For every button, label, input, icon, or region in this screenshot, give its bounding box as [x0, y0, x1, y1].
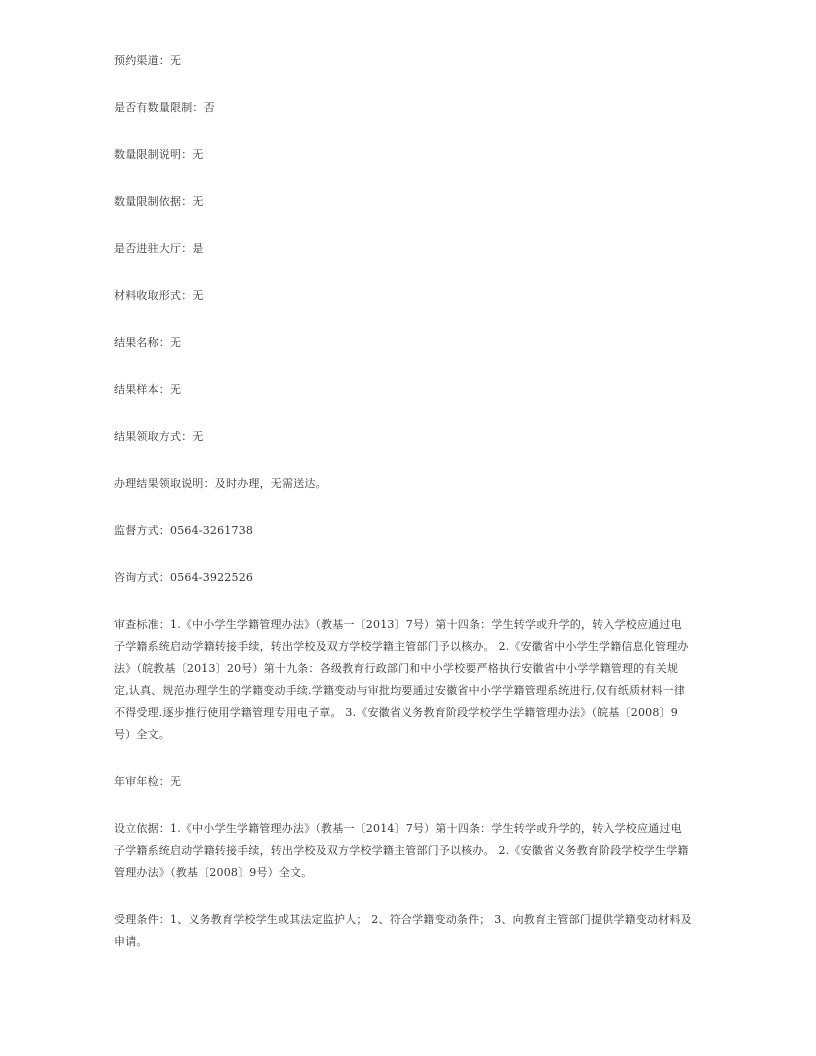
booking-channel-field: 预约渠道：无 — [114, 54, 182, 67]
result-sample-field: 结果样本：无 — [114, 383, 182, 396]
quantity-limit-description-field: 数量限制说明：无 — [114, 148, 204, 161]
result-name-field: 结果名称：无 — [114, 336, 182, 349]
acceptance-conditions-field: 受理条件：1、义务教育学校学生或其法定监护人； 2、符合学籍变动条件； 3、向教育主管部门提供学籍变动材料及申请。 — [114, 913, 692, 948]
review-standard-field: 审查标准：1.《中小学生学籍管理办法》（教基一〔2013〕7号）第十四条：学生转学或升学的，转入学校应通过电子学籍系统启动学籍转接手续，转出学校及双方学校学籍主管部门予以核办。 2.《安徽省中小学生学籍信息化管理办法》（皖教基〔2013〕20号）第十九条：各级教育行政部门和中小学校要严格执行安徽省中小学学籍管理的有关规定,认真、规范办理学生的学籍变动手续.学籍变动与审批均要通过安徽省中小学学籍管理系统进行,仅有纸质材料一律不得受理.逐步推行使用学籍管理专用电子章。 3.《安徽省义务教育阶段学校学生学籍管理办法》（皖基〔2008〕9号）全文。 — [114, 618, 689, 741]
quantity-limit-basis-field: 数量限制依据：无 — [114, 195, 204, 208]
legal-basis-field: 设立依据：1.《中小学生学籍管理办法》（教基一〔2014〕7号）第十四条：学生转学或升学的，转入学校应通过电子学籍系统启动学籍转接手续，转出学校及双方学校学籍主管部门予以核办。 2.《安徽省义务教育阶段学校学生学籍管理办法》（教基〔2008〕9号）全文。 — [114, 822, 689, 879]
service-hall-field: 是否进驻大厅：是 — [114, 242, 204, 255]
supervision-contact-field: 监督方式：0564-3261738 — [114, 524, 254, 537]
document-body — [114, 50, 692, 978]
annual-review-field: 年审年检：无 — [114, 775, 182, 788]
result-pickup-note-field: 办理结果领取说明：及时办理，无需送达。 — [114, 477, 327, 490]
result-pickup-method-field: 结果领取方式：无 — [114, 430, 204, 443]
inquiry-contact-field: 咨询方式：0564-3922526 — [114, 571, 254, 584]
material-collection-field: 材料收取形式：无 — [114, 289, 204, 302]
quantity-limit-field: 是否有数量限制：否 — [114, 101, 215, 114]
